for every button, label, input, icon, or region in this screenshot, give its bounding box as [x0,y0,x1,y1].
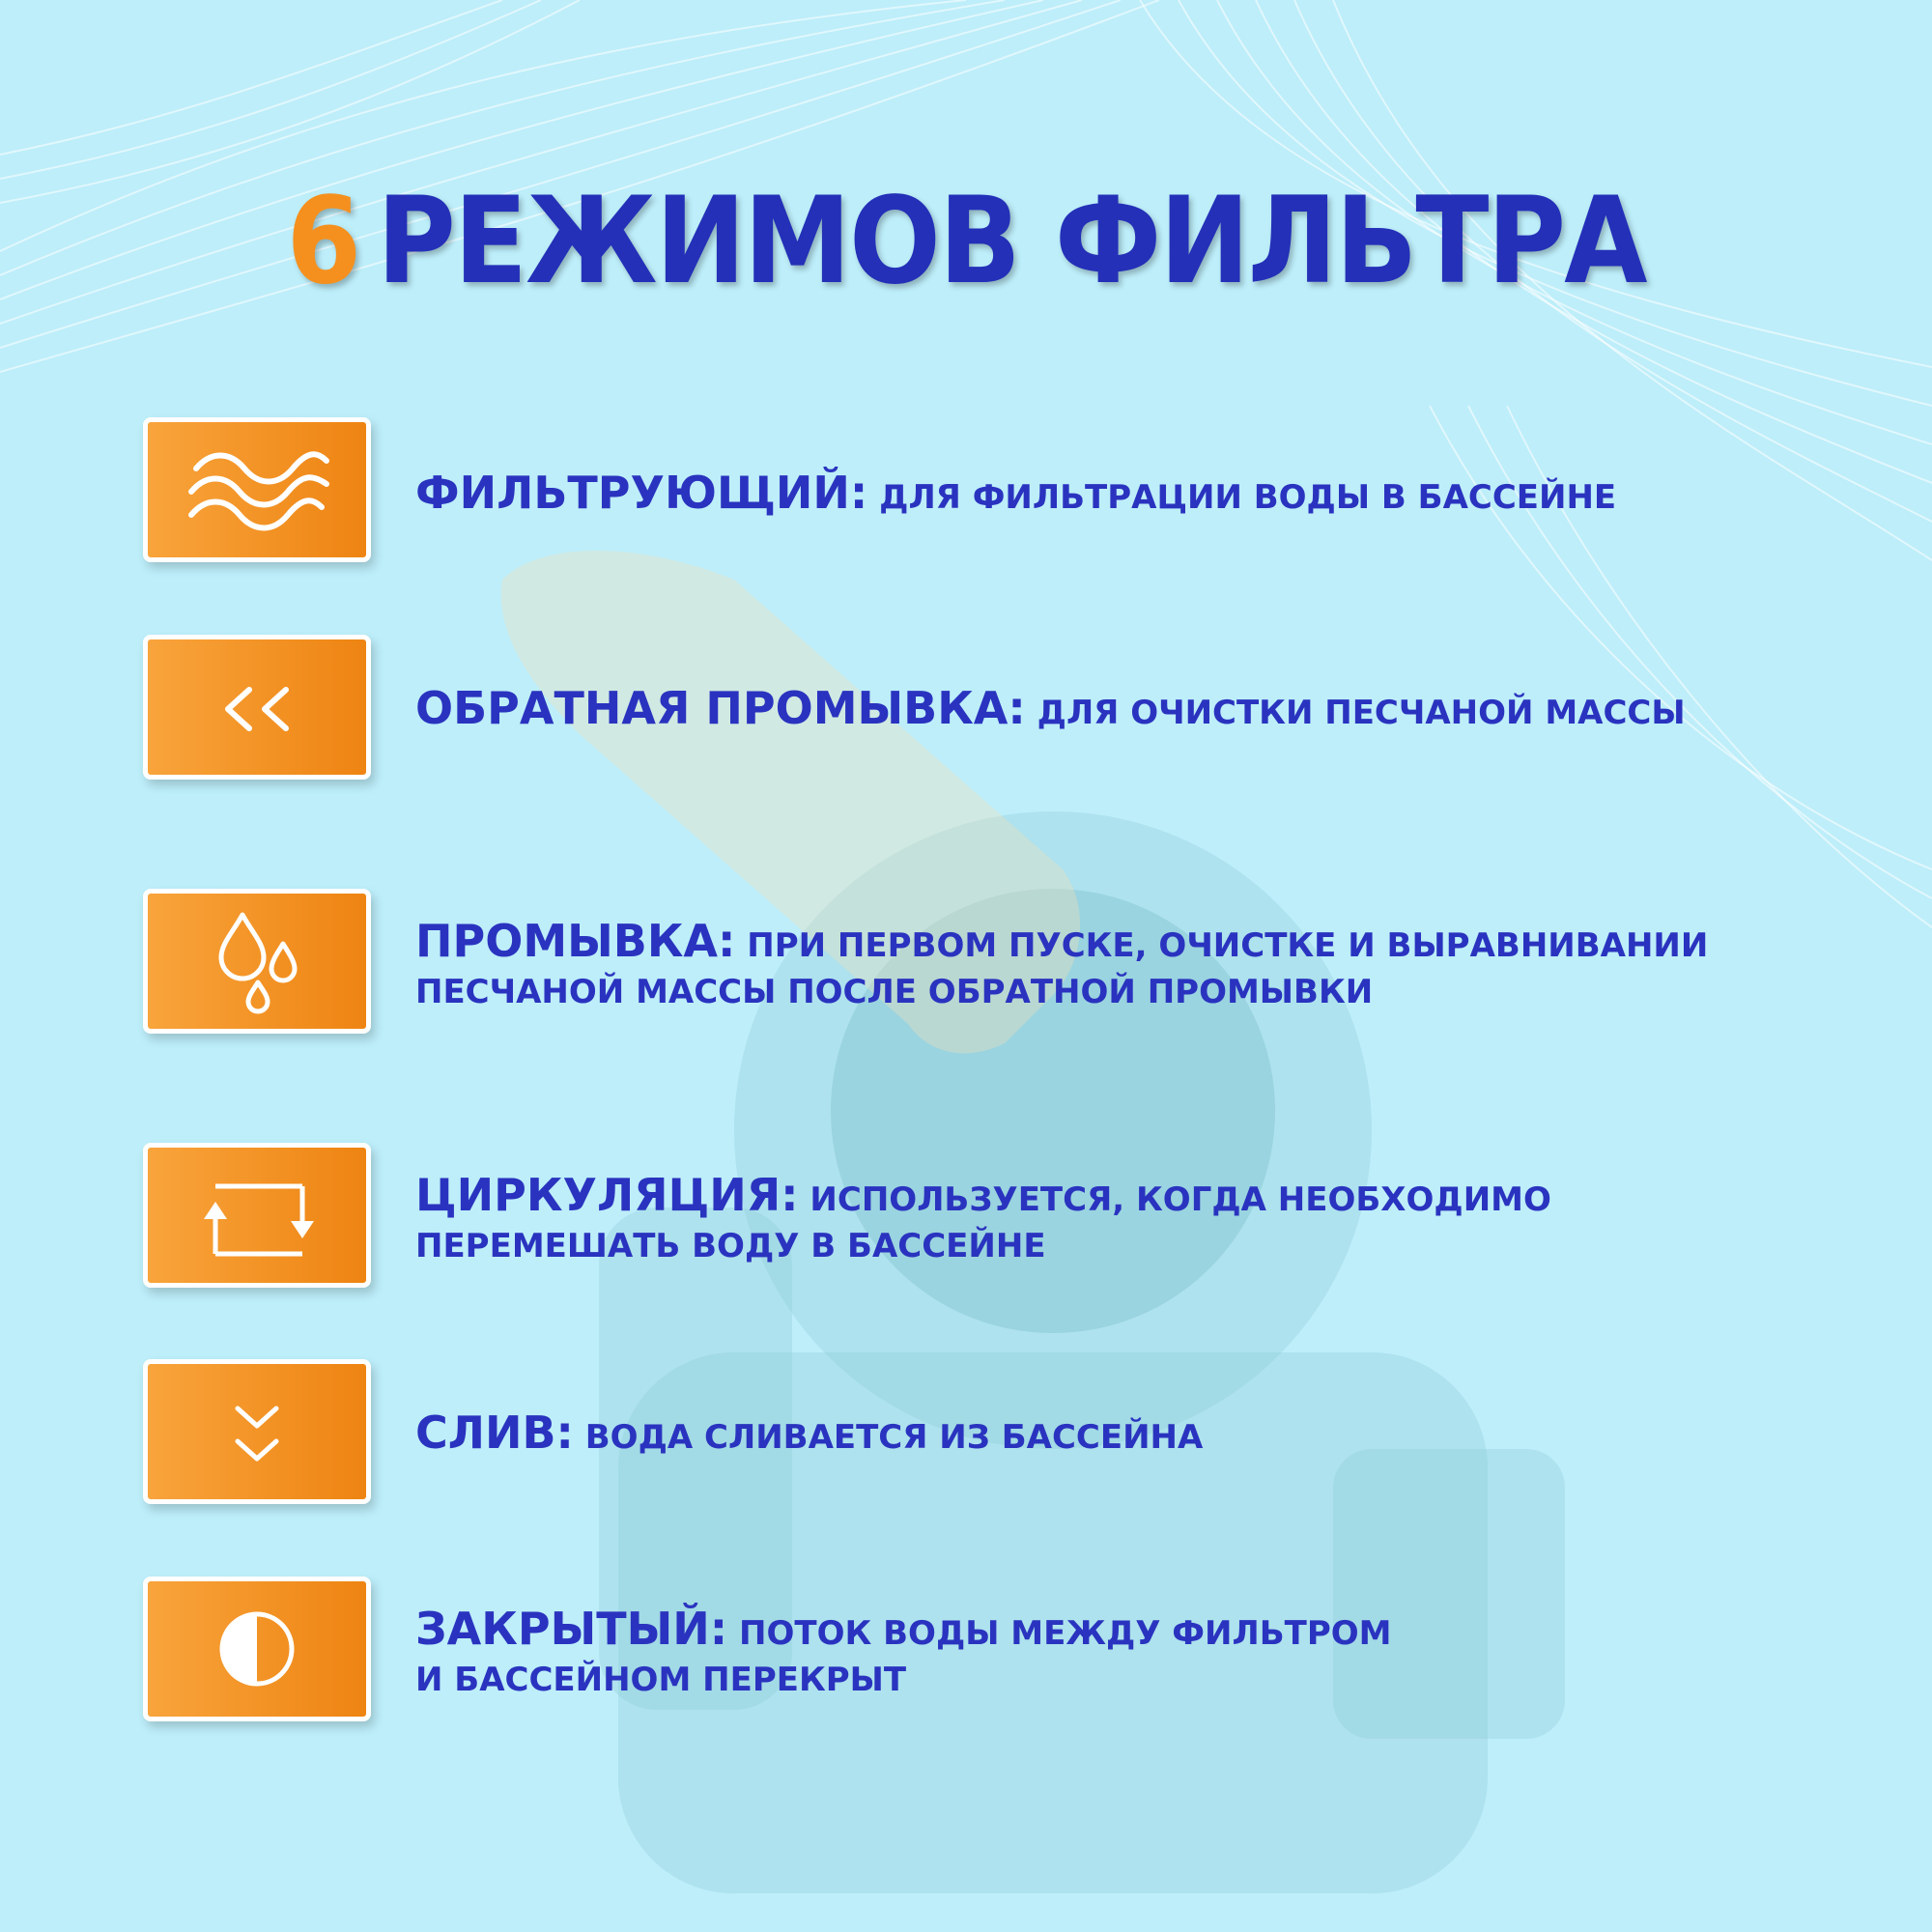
mode-label: СЛИВ: [415,1406,574,1459]
mode-row-filter [0,417,1932,562]
mode-label: ЦИРКУЛЯЦИЯ: [415,1169,799,1221]
title-text: РЕЖИМОВ ФИЛЬТРА [377,172,1646,311]
mode-row-drain [0,1359,1932,1504]
mode-row-rinse [0,889,1932,1034]
page-title [0,169,1932,314]
mode-badge [143,1359,371,1504]
mode-badge [143,1143,371,1288]
double-chevron-down-icon [148,1364,366,1499]
mode-row-closed [0,1577,1932,1721]
half-circle-icon [148,1581,366,1717]
mode-description-line2: И БАССЕЙНОМ ПЕРЕКРЫТ [415,1661,907,1699]
double-chevron-left-icon [148,639,366,775]
mode-badge [143,635,371,780]
mode-description: ВОДА СЛИВАЕТСЯ ИЗ БАССЕЙНА [584,1418,1204,1457]
circulation-arrows-icon [148,1148,366,1283]
mode-description: ДЛЯ ФИЛЬТРАЦИИ ВОДЫ В БАССЕЙНЕ [879,478,1617,517]
mode-description: ПРИ ПЕРВОМ ПУСКЕ, ОЧИСТКЕ И ВЫРАВНИВАНИИ [747,926,1709,965]
mode-description: ДЛЯ ОЧИСТКИ ПЕСЧАНОЙ МАССЫ [1037,694,1686,732]
mode-badge [143,417,371,562]
mode-badge [143,1577,371,1721]
mode-description: ИСПОЛЬЗУЕТСЯ, КОГДА НЕОБХОДИМО [810,1180,1551,1219]
mode-text [415,1169,1903,1269]
mode-description-line2: ПЕРЕМЕШАТЬ ВОДУ В БАССЕЙНЕ [415,1227,1046,1265]
water-drops-icon [148,894,366,1029]
mode-label: ФИЛЬТРУЮЩИЙ: [415,467,868,519]
mode-badge [143,889,371,1034]
mode-text [415,1605,1903,1703]
mode-text [415,682,1903,736]
mode-label: ОБРАТНАЯ ПРОМЫВКА: [415,682,1026,734]
waves-icon [148,422,366,557]
mode-text [415,469,1903,521]
mode-label: ПРОМЫВКА: [415,915,736,967]
mode-row-circulation [0,1143,1932,1288]
mode-description-line2: ПЕСЧАНОЙ МАССЫ ПОСЛЕ ОБРАТНОЙ ПРОМЫВКИ [415,973,1374,1011]
title-number: 6 [286,172,360,311]
mode-text [415,1406,1903,1461]
mode-label: ЗАКРЫТЫЙ: [415,1603,728,1655]
mode-text [415,915,1903,1015]
mode-description: ПОТОК ВОДЫ МЕЖДУ ФИЛЬТРОМ [739,1614,1392,1653]
mode-row-backwash [0,635,1932,780]
